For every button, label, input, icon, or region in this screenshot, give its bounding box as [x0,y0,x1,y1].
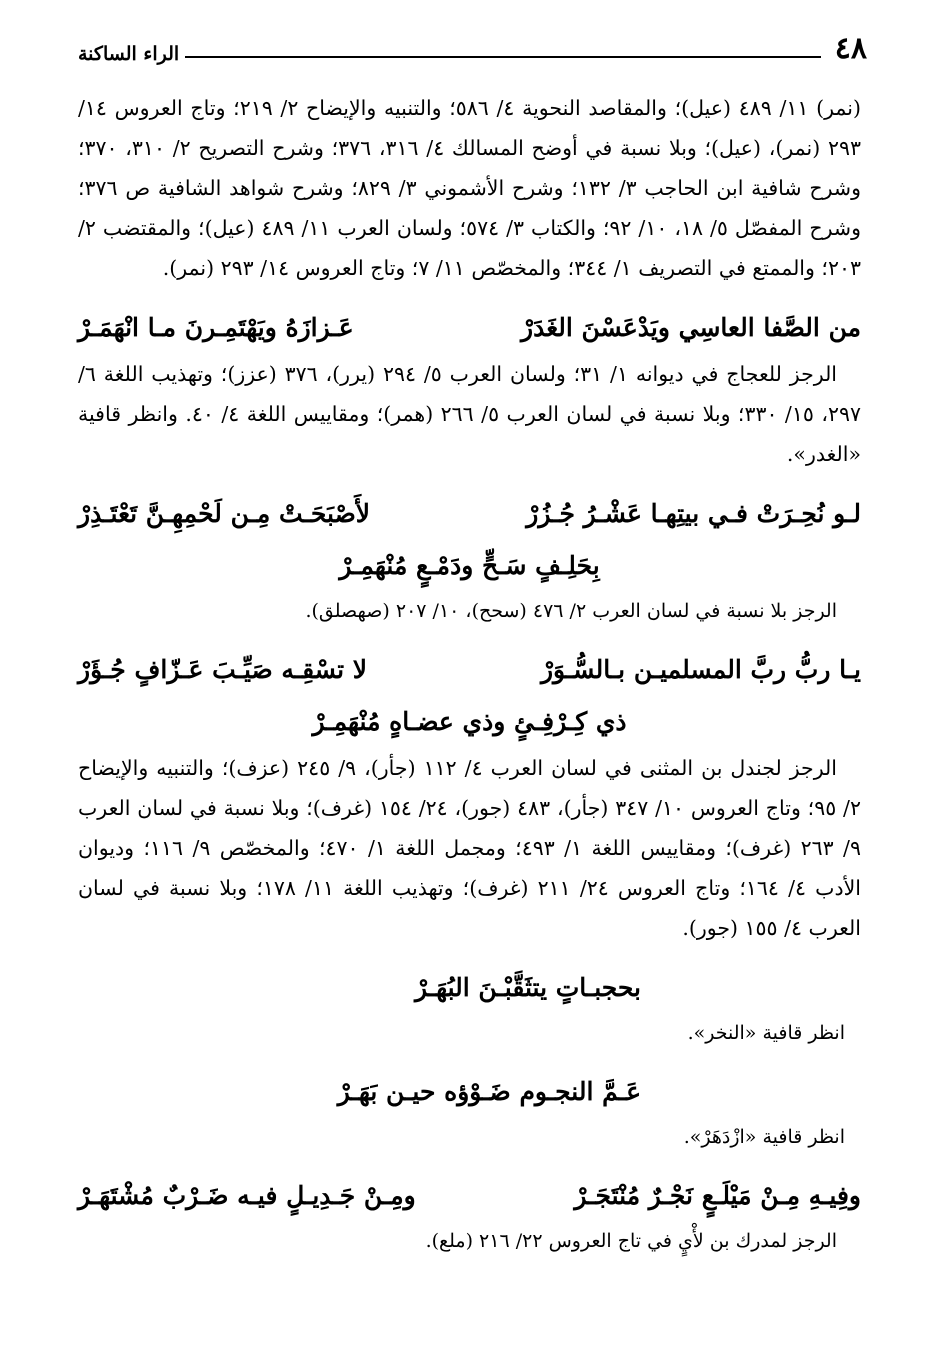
verse-first-hemistich: يـا ربُّ ربَّ المسلميـن بـالسُّـوَرْ [540,655,861,684]
verse-second-hemistich: لا تسْقِـه صَيِّـبَ عَـزّافٍ جُـؤَرْ [78,655,368,684]
verse-line [78,644,861,696]
verse-first-hemistich: وفِيـهِ مِـنْ مَيْلَـعٍ نَجْـرٌ مُنْتَجَـرْ [574,1181,861,1210]
verse-first-hemistich: لـو نُحِـرَتْ فـي بيتِهـا عَشْـرُ جُـزُرْ [526,499,861,528]
verse-line-single: بحجبـاتٍ يتثَقَّبْـنَ البُهَـرْ [414,973,641,1002]
verse-second-hemistich: عَـزازَهُ ويَهْتَمِـرنَ مـا انْهَمَـرْ [78,313,354,342]
page-body [78,88,861,1260]
citation-paragraph: الرجز لجندل بن المثنى في لسان العرب ٤/ ١١٢ (جأر)، ٩/ ٢٤٥ (عزف)؛ والتنبيه والإيضاح ٢/ ٩٥؛ وتاج العروس ١٠/ ٣٤٧ (جأر)، ٤٨٣ (جور)، ٢٤/ ١٥٤ (غرف)؛ وبلا نسبة في لسان العرب ٩/ ٢٦٣ (غرف)؛ ومقاييس اللغة ١/ ٤٩٣؛ ومجمل اللغة ١/ ٤٧٠؛ والمخصّص ٩/ ١١٦؛ وديوان الأدب ٤/ ١٦٤؛ وتاج العروس ٢٤/ ٢١١ (غرف)؛ وتهذيب اللغة ١١/ ١٧٨؛ وبلا نسبة في لسان العرب ٤/ ١٥٥ (جور). [78,756,861,940]
header-rule [185,56,821,58]
verse-line-centered: بِحَلِـفٍ سَـحٍّ ودَمْـعٍ مُنْهَمِـرْ [339,551,600,580]
cross-reference: انظر قافية «النخر». [687,1022,845,1044]
verse-line-single: عَـمَّ النجـوم ضَـوْؤه حيـن بَهَـرْ [337,1077,641,1106]
verse-line [78,1170,861,1222]
verse-line [78,302,861,354]
citation-paragraph: (نمر) ١١/ ٤٨٩ (عيل)؛ والمقاصد النحوية ٤/ ٥٨٦؛ والتنبيه والإيضاح ٢/ ٢١٩؛ وتاج العروس ١٤/ ٢٩٣ (نمر)، (عيل)؛ وبلا نسبة في أوضح المسالك ٤/ ٣١٦، ٣٧٦؛ وشرح التصريح ٢/ ٣١٠، ٣٧٠؛ وشرح شافية ابن الحاجب ٣/ ١٣٢؛ وشرح الأشموني ٣/ ٨٢٩؛ وشرح شواهد الشافية ص ٣٧٦؛ وشرح المفصّل ٥/ ١٨، ١٠/ ٩٢؛ والكتاب ٣/ ٥٧٤؛ ولسان العرب ١١/ ٤٨٩ (عيل)؛ والمقتضب ٢/ ٢٠٣؛ والممتع في التصريف ١/ ٣٤٤؛ والمخصّص ١١/ ٧؛ وتاج العروس ١٤/ ٢٩٣ (نمر). [78,96,861,280]
verse-second-hemistich: لأَصْبَحَـتْ مِـن لَحْمِهِـنَّ تَعْتَـذِرْ [78,499,371,528]
cross-reference: انظر قافية «ازْدَهَرْ». [683,1126,845,1148]
verse-second-hemistich: ومِـنْ جَـدِيـلٍ فيـه ضَـرْبٌ مُشْتَهَـرْ [78,1181,416,1210]
verse-line [78,488,861,540]
verse-first-hemistich: من الصَّفا العاسِي ويَدْعَسْنَ الغَدَرْ [521,313,861,342]
citation-paragraph: الرجز للعجاج في ديوانه ١/ ٣١؛ ولسان العرب ٥/ ٢٩٤ (يرر)، ٣٧٦ (عزز)؛ وتهذيب اللغة ٦/ ٢٩٧، ١٥/ ٣٣٠؛ وبلا نسبة في لسان العرب ٥/ ٢٦٦ (همر)؛ ومقاييس اللغة ٤/ ٤٠. وانظر قافية «الغدر». [78,362,861,466]
running-header [78,28,867,64]
citation-paragraph: الرجز لمدرك بن لأْيٍ في تاج العروس ٢٢/ ٢١٦ (ملع). [425,1230,837,1252]
verse-line-centered: ذي كِـرْفِـئٍ وذي عضـاهٍ مُنْهَمِـرْ [312,707,627,736]
citation-paragraph: الرجز بلا نسبة في لسان العرب ٢/ ٤٧٦ (سحح)، ١٠/ ٢٠٧ (صهصلق). [305,600,837,622]
page-number: ٤٨ [834,31,867,66]
running-title: الراء الساكنة [78,43,180,65]
